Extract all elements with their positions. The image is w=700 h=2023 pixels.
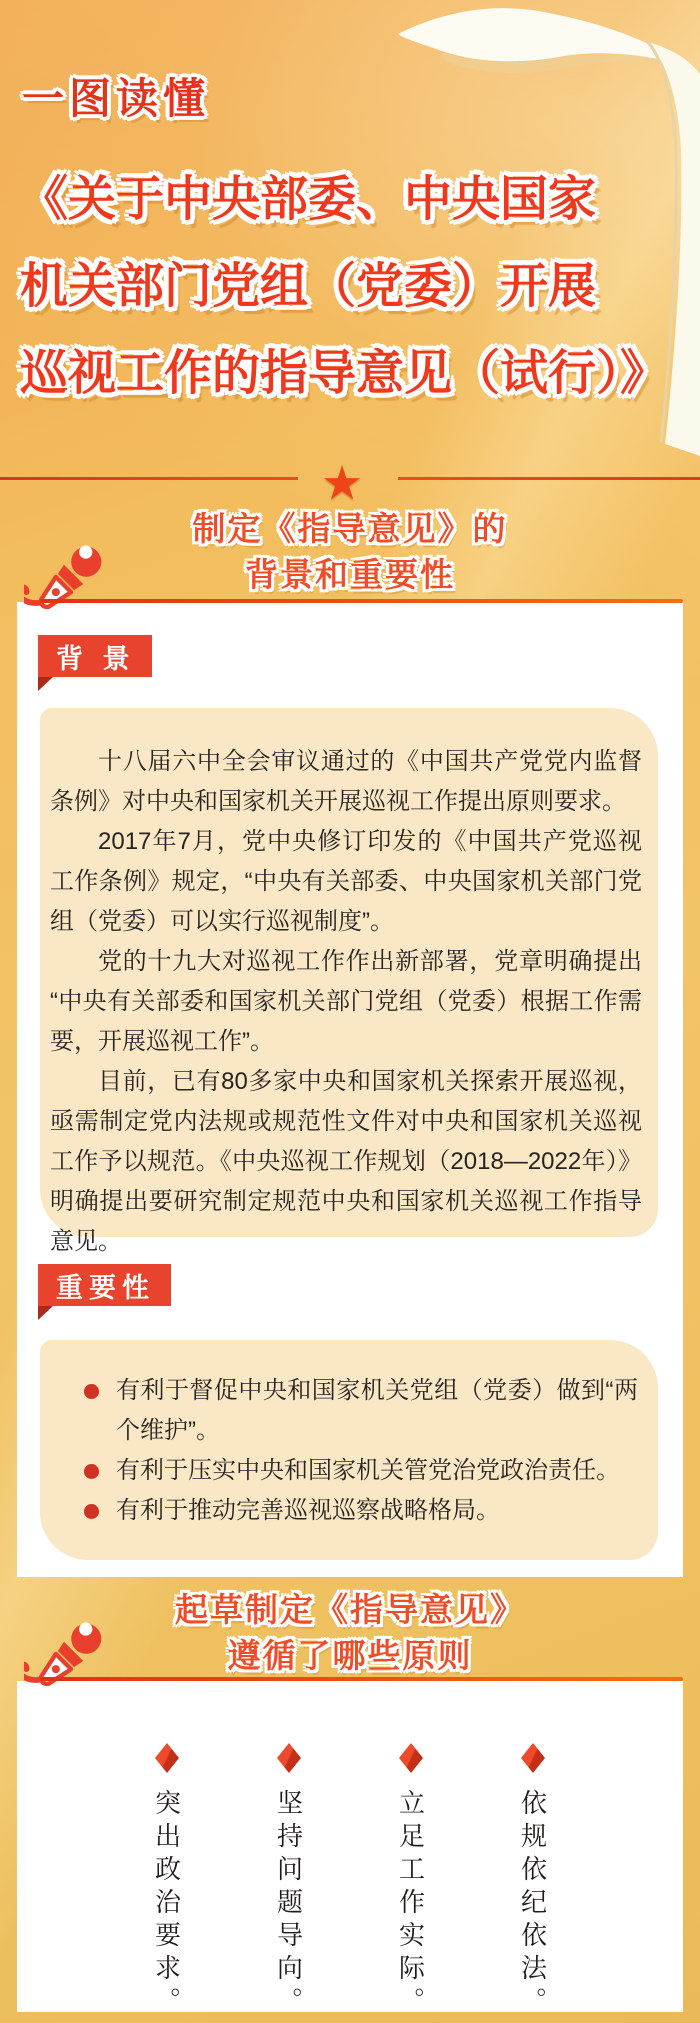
importance-badge: 重要性 <box>38 1264 171 1306</box>
importance-list-box <box>40 1340 658 1560</box>
principle-text: 立足工作实际。 <box>395 1789 426 2020</box>
microphone-icon <box>24 538 110 624</box>
background-paragraph: 目前，已有80多家中央和国家机关探索开展巡视，亟需制定党内法规或规范性文件对中央和国家机关巡视工作予以规范。《中央巡视工作规划（2018—2022年）》明确提出要研究制定规范中央和国家机关巡视工作指导意见。 <box>50 1068 642 1255</box>
round-bullet-icon <box>84 1464 99 1479</box>
principle-item <box>272 1743 306 2020</box>
section1-heading-line1: 制定《指导意见》的 <box>192 510 508 547</box>
diamond-icon <box>277 1743 301 1773</box>
importance-item-text: 有利于督促中央和国家机关党组（党委）做到“两个维护”。 <box>116 1377 638 1444</box>
star-icon: ★ <box>321 456 364 509</box>
divider-line-left <box>0 477 298 480</box>
importance-item-text: 有利于推动完善巡视巡察战略格局。 <box>116 1497 500 1524</box>
principle-item <box>516 1743 550 2020</box>
background-badge: 背 景 <box>38 635 152 677</box>
list-item <box>84 1371 638 1451</box>
background-paragraph: 十八届六中全会审议通过的《中国共产党党内监督条例》对中央和国家机关开展巡视工作提出原则要求。 <box>50 748 642 815</box>
diamond-icon <box>155 1743 179 1773</box>
diamond-icon <box>521 1743 545 1773</box>
main-title-line: 机关部门党组（党委）开展 <box>20 260 597 313</box>
round-bullet-icon <box>84 1384 99 1399</box>
list-item <box>84 1491 638 1531</box>
background-paragraph: 党的十九大对巡视工作作出新部署，党章明确提出“中央有关部委和国家机关部门党组（党委）根据工作需要，开展巡视工作”。 <box>50 948 642 1055</box>
principle-text: 突出政治要求。 <box>151 1789 182 2020</box>
section2-heading-line2: 遵循了哪些原则 <box>227 1637 473 1674</box>
kicker-title: 一图读懂 <box>22 75 211 122</box>
list-item <box>84 1451 638 1491</box>
section2-heading-line1: 起草制定《指导意见》 <box>175 1591 525 1628</box>
principle-text: 依规依纪依法。 <box>517 1789 548 2020</box>
importance-item-text: 有利于压实中央和国家机关管党治党政治责任。 <box>116 1457 620 1484</box>
round-bullet-icon <box>84 1504 99 1519</box>
main-title <box>20 156 692 417</box>
principles-row <box>17 1743 683 2020</box>
microphone-icon <box>24 1615 110 1701</box>
main-title-line: 《关于中央部委、中央国家 <box>20 173 597 226</box>
diamond-icon <box>399 1743 423 1773</box>
section2-rule <box>40 1677 683 1681</box>
section2-card <box>17 1681 683 2020</box>
background-paragraph: 2017年7月，党中央修订印发的《中国共产党巡视工作条例》规定，“中央有关部委、中央国家机关部门党组（党委）可以实行巡视制度”。 <box>50 828 642 935</box>
principle-item <box>150 1743 184 2020</box>
principle-text: 坚持问题导向。 <box>273 1789 304 2020</box>
book-top-edge <box>398 8 679 64</box>
background-text-box <box>40 708 658 1255</box>
main-title-line: 巡视工作的指导意见（试行）》 <box>20 347 669 400</box>
section1-card <box>17 602 683 1577</box>
divider-line-right <box>398 477 700 480</box>
principle-item <box>394 1743 428 2020</box>
section1-rule <box>40 599 683 603</box>
section1-heading-line2: 背景和重要性 <box>245 556 455 593</box>
